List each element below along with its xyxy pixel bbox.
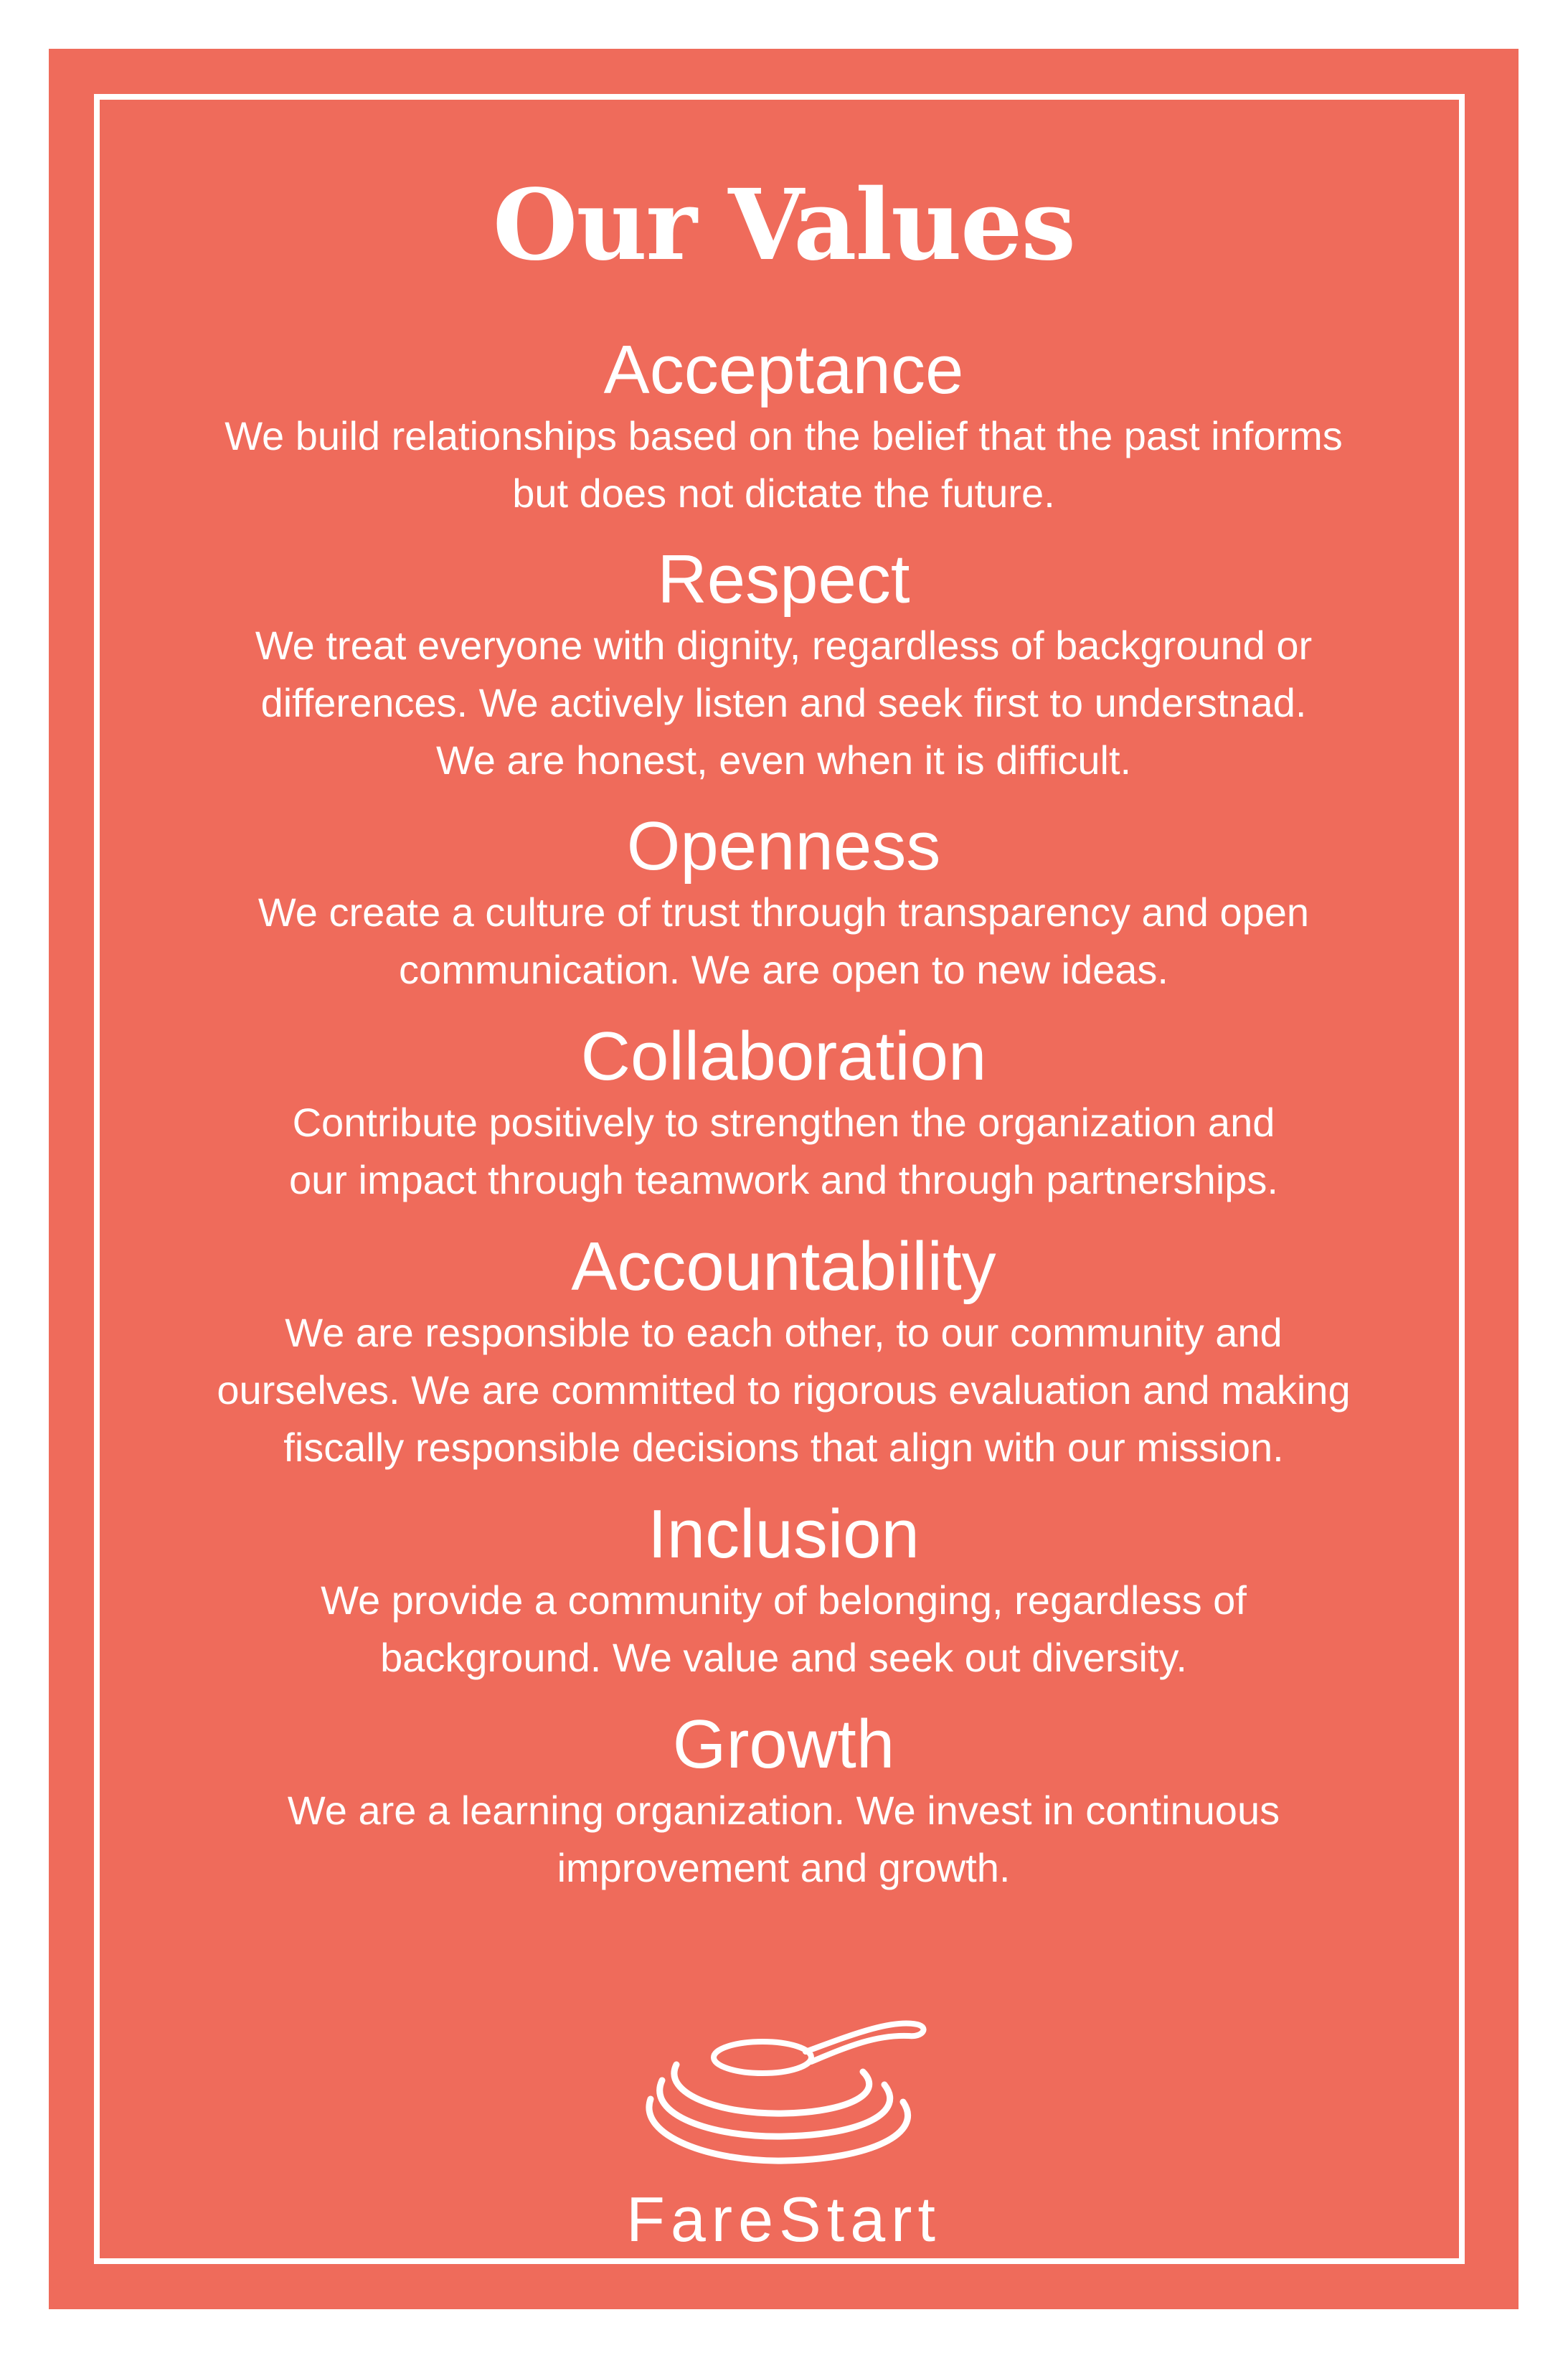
value-description-line: We create a culture of trust through transparency and open bbox=[258, 890, 1310, 935]
value-accountability bbox=[49, 1228, 1519, 1476]
value-description-line: our impact through teamwork and through partnerships. bbox=[289, 1157, 1278, 1202]
value-description bbox=[117, 1782, 1451, 1897]
value-description-line: improvement and growth. bbox=[557, 1845, 1011, 1890]
value-description-line: We are a learning organization. We invest in continuous bbox=[287, 1788, 1280, 1833]
logo-wordmark: FareStart bbox=[626, 2184, 941, 2255]
value-heading: Growth bbox=[672, 1706, 895, 1783]
value-description bbox=[117, 407, 1451, 522]
value-description bbox=[117, 884, 1451, 999]
value-heading: Accountability bbox=[571, 1228, 996, 1305]
value-heading: Acceptance bbox=[603, 331, 964, 408]
value-collaboration bbox=[49, 1018, 1519, 1209]
value-description-line: ourselves. We are committed to rigorous evaluation and making bbox=[217, 1367, 1351, 1413]
value-acceptance bbox=[49, 331, 1519, 522]
value-description bbox=[117, 1572, 1451, 1687]
value-description bbox=[117, 617, 1451, 789]
value-description-line: but does not dictate the future. bbox=[512, 471, 1055, 516]
value-description-line: fiscally responsible decisions that align with our mission. bbox=[283, 1425, 1284, 1470]
value-description-line: Contribute positively to strengthen the organization and bbox=[292, 1100, 1275, 1145]
value-respect bbox=[49, 541, 1519, 789]
value-openness bbox=[49, 808, 1519, 999]
value-heading: Inclusion bbox=[648, 1496, 920, 1572]
value-heading: Openness bbox=[626, 808, 941, 885]
value-description-line: We build relationships based on the belief that the past informs bbox=[225, 413, 1343, 458]
value-inclusion bbox=[49, 1496, 1519, 1687]
value-description-line: We are honest, even when it is difficult. bbox=[435, 737, 1132, 783]
value-description-line: communication. We are open to new ideas. bbox=[399, 947, 1168, 992]
farestart-logo bbox=[49, 2014, 1519, 2255]
value-description-line: differences. We actively listen and seek first to understnad. bbox=[260, 680, 1307, 725]
page-title: Our Values bbox=[492, 168, 1075, 283]
bowl-and-spoon-icon bbox=[633, 2014, 935, 2172]
value-heading: Respect bbox=[657, 541, 910, 618]
value-heading: Collaboration bbox=[580, 1018, 987, 1095]
value-growth bbox=[49, 1706, 1519, 1897]
values-poster bbox=[49, 49, 1519, 2309]
value-description bbox=[117, 1094, 1451, 1209]
value-description-line: background. We value and seek out diversity. bbox=[380, 1635, 1187, 1680]
value-description-line: We provide a community of belonging, regardless of bbox=[321, 1577, 1247, 1623]
value-description-line: We treat everyone with dignity, regardless of background or bbox=[255, 623, 1313, 668]
value-description bbox=[117, 1304, 1451, 1476]
value-description-line: We are responsible to each other, to our community and bbox=[285, 1310, 1283, 1355]
